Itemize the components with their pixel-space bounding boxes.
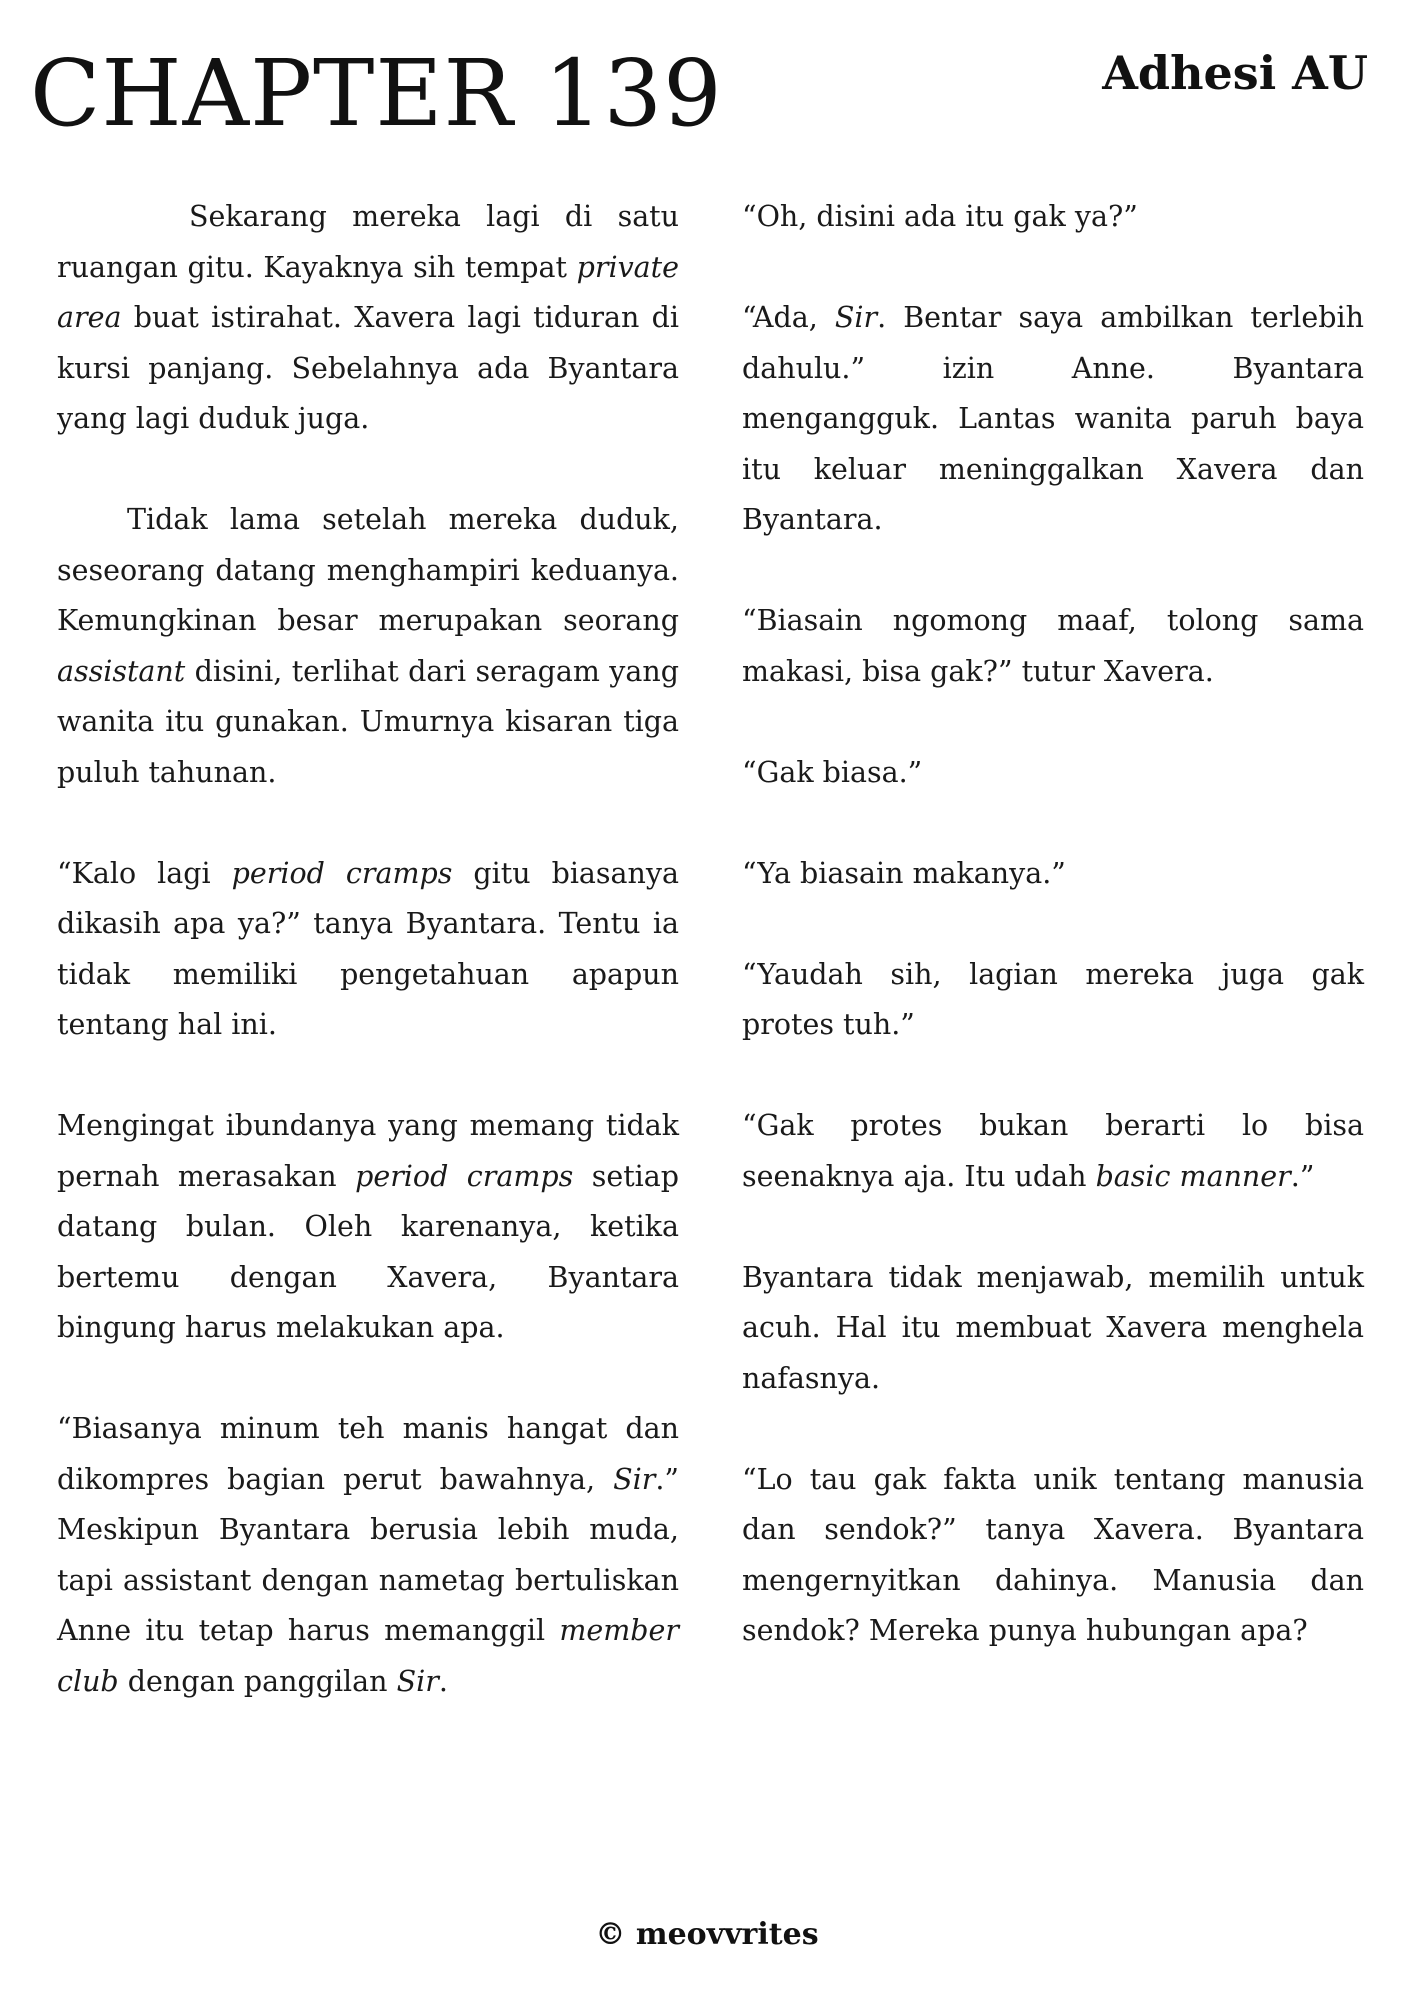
text-run: buat istirahat. Xavera lagi tiduran di kursi panjang. Sebelahnya ada Byantara yang lagi duduk juga. [57,301,679,435]
text-run: dengan panggilan [118,1664,397,1698]
paragraph [742,1101,1364,1202]
text-run: . Bentar saya ambilkan terlebih dahulu.” izin Anne. Byantara mengangguk. Lantas wanita paruh baya itu keluar meninggalkan Xavera dan Byantara. [742,301,1365,536]
text-run: Sekarang mereka lagi di satu ruangan gitu. Kayaknya sih tempat [57,200,679,284]
paragraph [57,192,679,445]
right-column [742,192,1364,1657]
text-run: “Biasanya minum teh manis hangat dan dikompres bagian perut bawahnya, [57,1412,679,1496]
paragraph: “Gak biasa.” [742,755,923,789]
paragraph: “Lo tau gak fakta unik tentang manusia dan sendok?” tanya Xavera. Byantara mengernyitkan dahinya. Manusia dan sendok? Mereka punya hubungan apa? [742,1462,1364,1647]
paragraph: “Yaudah sih, lagian mereka juga gak protes tuh.” [742,957,1364,1041]
paragraph: “Biasain ngomong maaf, tolong sama makasi, bisa gak?” tutur Xavera. [742,604,1364,688]
paragraph: “Oh, disini ada itu gak ya?” [742,200,1138,233]
left-column [57,192,679,1707]
paragraph: Byantara tidak menjawab, memilih untuk acuh. Hal itu membuat Xavera menghela nafasnya. [742,1260,1364,1395]
paragraph [57,1101,679,1354]
italic-text: Sir [834,301,878,334]
italic-text: period cramps [231,856,453,890]
text-run: Tidak lama setelah mereka duduk, seseorang datang menghampiri keduanya. Kemungkinan besar merupakan seorang [57,503,679,637]
paragraph [57,495,679,798]
italic-text: period cramps [355,1159,574,1193]
italic-text: basic manner [1095,1159,1291,1193]
text-run: . [438,1664,448,1698]
chapter-title: CHAPTER 139 [30,40,723,147]
text-run: “Gak protes bukan berarti lo bisa seenaknya aja. Itu udah [742,1109,1364,1193]
italic-text: Sir [613,1462,656,1496]
italic-text: private area [57,250,679,334]
italic-text: Sir [396,1664,439,1698]
text-run: gitu biasanya dikasih apa ya?” tanya Byantara. Tentu ia tidak memiliki pengetahuan apapun tentang hal ini. [57,856,679,1041]
text-run: “Ada, [742,301,835,334]
text-run: “Kalo lagi [57,856,232,890]
text-run: .” [1290,1159,1315,1193]
paragraph [742,293,1364,546]
italic-text: member club [57,1614,679,1698]
paragraph [57,849,679,1051]
text-run: .” Meskipun Byantara berusia lebih muda, tapi assistant dengan nametag bertuliskan Anne itu tetap harus memanggil [57,1462,679,1647]
paragraph [57,1404,679,1707]
italic-text: assistant [57,654,186,688]
paragraph: “Ya biasain makanya.” [742,856,1066,890]
text-run: Mengingat ibundanya yang memang tidak pernah merasakan [57,1109,679,1193]
series-title: Adhesi AU [1102,46,1368,100]
text-run: disini, terlihat dari seragam yang wanita itu gunakan. Umurnya kisaran tiga puluh tahunan. [57,654,679,789]
text-run: setiap datang bulan. Oleh karenanya, ketika bertemu dengan Xavera, Byantara bingung harus melakukan apa. [57,1159,679,1344]
footer-credit: © meovvrites [595,1917,819,1952]
